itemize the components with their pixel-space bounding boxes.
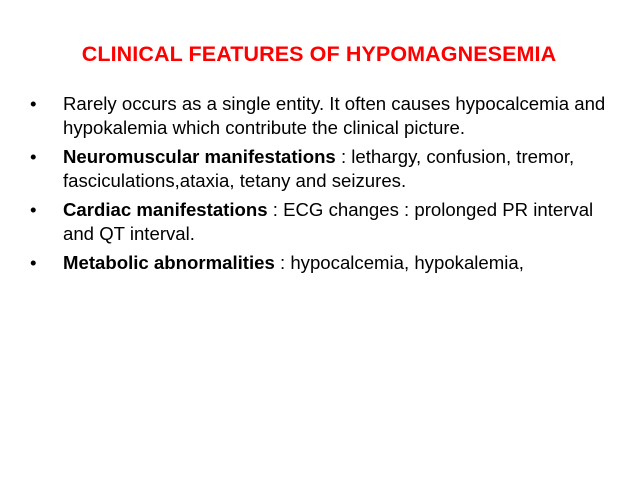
bullet-text: Rarely occurs as a single entity. It often causes hypocalcemia and hypokalemia which contribute the clinical picture. bbox=[63, 93, 606, 138]
bullet-lead: Cardiac manifestations bbox=[63, 199, 268, 220]
bullet-lead: Metabolic abnormalities bbox=[63, 252, 275, 273]
bullet-dot-icon: • bbox=[30, 146, 37, 167]
bullet-item-cardiac bbox=[30, 198, 620, 246]
bullet-text: : hypocalcemia, hypokalemia, bbox=[274, 252, 524, 273]
slide-title: CLINICAL FEATURES OF HYPOMAGNESEMIA bbox=[81, 42, 557, 66]
bullet-dot-icon: • bbox=[30, 199, 37, 220]
bullet-item-neuromuscular bbox=[30, 145, 620, 193]
bullet-list bbox=[30, 92, 620, 280]
bullet-dot-icon: • bbox=[30, 93, 37, 114]
bullet-lead: Neuromuscular manifestations bbox=[63, 146, 336, 167]
bullet-item-summary bbox=[30, 92, 620, 140]
bullet-text: : ECG changes : prolonged PR interval and QT interval. bbox=[63, 199, 594, 244]
bullet-dot-icon: • bbox=[30, 252, 37, 273]
bullet-text: : lethargy, confusion, tremor, fasciculations,ataxia, tetany and seizures. bbox=[63, 146, 575, 191]
bullet-item-metabolic bbox=[30, 251, 620, 275]
